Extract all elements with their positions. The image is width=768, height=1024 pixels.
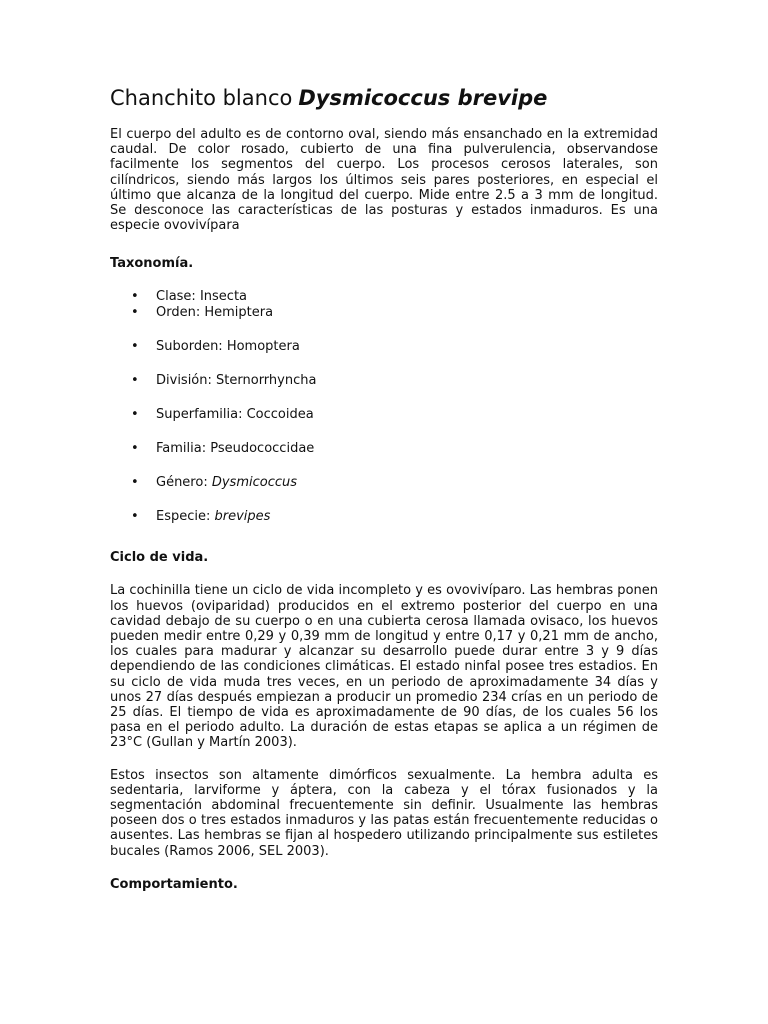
document-title: [110, 84, 658, 112]
bullet-icon: •: [131, 289, 139, 305]
taxonomy-value: Insecta: [199, 289, 248, 305]
taxonomy-list: [110, 289, 658, 525]
bullet-icon: •: [131, 475, 139, 491]
lifecycle-paragraph-2: Estos insectos son altamente dimórficos sexualmente. La hembra adulta es sedentaria, larviforme y áptera, con la cabeza y el tórax fusionados y la segmentación abdominal frecuentemente sin definir. Usualmente las hembras poseen dos o tres estados inmaduros y las patas están frecuentemente reducidas o ausentes. Las hembras se fijan al hospedero utilizando principalmente sus estiletes bucales (Ramos 2006, SEL 2003).: [110, 767, 658, 859]
taxonomy-label: División:: [156, 373, 217, 389]
bullet-icon: •: [131, 441, 139, 457]
taxonomy-item-division: [110, 373, 658, 389]
bullet-icon: •: [131, 305, 139, 321]
taxonomy-value: Hemiptera: [204, 305, 274, 321]
taxonomy-item-clase: [110, 289, 658, 305]
bullet-icon: •: [131, 373, 139, 389]
title-common-name: Chanchito blanco: [110, 86, 293, 110]
taxonomy-value: Coccoidea: [246, 407, 314, 423]
behavior-heading: Comportamiento.: [110, 876, 238, 892]
taxonomy-item-orden: [110, 305, 658, 321]
taxonomy-value: Dysmicoccus: [211, 475, 298, 491]
taxonomy-heading: Taxonomía.: [110, 256, 194, 272]
taxonomy-value: Pseudococcidae: [210, 441, 315, 457]
bullet-icon: •: [131, 339, 139, 355]
taxonomy-item-especie: [110, 509, 658, 525]
taxonomy-label: Suborden:: [156, 339, 227, 355]
lifecycle-heading: Ciclo de vida.: [110, 550, 209, 566]
taxonomy-label: Clase:: [156, 289, 200, 305]
lifecycle-paragraph-1: La cochinilla tiene un ciclo de vida incompleto y es ovovivíparo. Las hembras ponen los huevos (oviparidad) producidos en el extremo posterior del cuerpo en una cavidad debajo de su cuerpo o en una cubierta cerosa llamada ovisaco, los huevos pueden medir entre 0,29 y 0,39 mm de longitud y entre 0,17 y 0,21 mm de ancho, los cuales para madurar y alcanzar su desarrollo puede durar entre 3 y 9 días dependiendo de las condiciones climáticas. El estado ninfal posee tres estadios. En su ciclo de vida muda tres veces, en un periodo de aproximadamente 34 días y unos 27 días después empiezan a producir un promedio 234 crías en un periodo de 25 días. El tiempo de vida es aproximadamente de 90 días, de los cuales 56 los pasa en el periodo adulto. La duración de estas etapas se aplica a un régimen de 23°C (Gullan y Martín 2003).: [110, 583, 658, 751]
bullet-icon: •: [131, 407, 139, 423]
taxonomy-item-superfamilia: [110, 407, 658, 423]
taxonomy-value: Homoptera: [226, 339, 300, 355]
taxonomy-value: Sternorrhyncha: [216, 373, 317, 389]
taxonomy-label: Género:: [156, 475, 212, 491]
taxonomy-label: Superfamilia:: [156, 407, 247, 423]
taxonomy-label: Especie:: [156, 509, 215, 525]
taxonomy-value: brevipes: [214, 509, 271, 525]
taxonomy-item-suborden: [110, 339, 658, 355]
bullet-icon: •: [131, 509, 139, 525]
title-scientific-name: Dysmicoccus brevipe: [298, 86, 548, 110]
intro-paragraph: El cuerpo del adulto es de contorno oval, siendo más ensanchado en la extremidad caudal. De color rosado, cubierto de una fina pulverulencia, observandose facilmente los segmentos del cuerpo. Los procesos cerosos laterales, son cilíndricos, siendo más largos los últimos seis pares posteriores, en especial el último que alcanza de la longitud del cuerpo. Mide entre 2.5 a 3 mm de longitud. Se desconoce las características de las posturas y estados inmaduros. Es una especie ovovivípara: [110, 127, 658, 234]
document-page: [110, 84, 658, 893]
taxonomy-label: Orden:: [156, 305, 205, 321]
taxonomy-item-familia: [110, 441, 658, 457]
taxonomy-item-genero: [110, 475, 658, 491]
taxonomy-label: Familia:: [156, 441, 211, 457]
